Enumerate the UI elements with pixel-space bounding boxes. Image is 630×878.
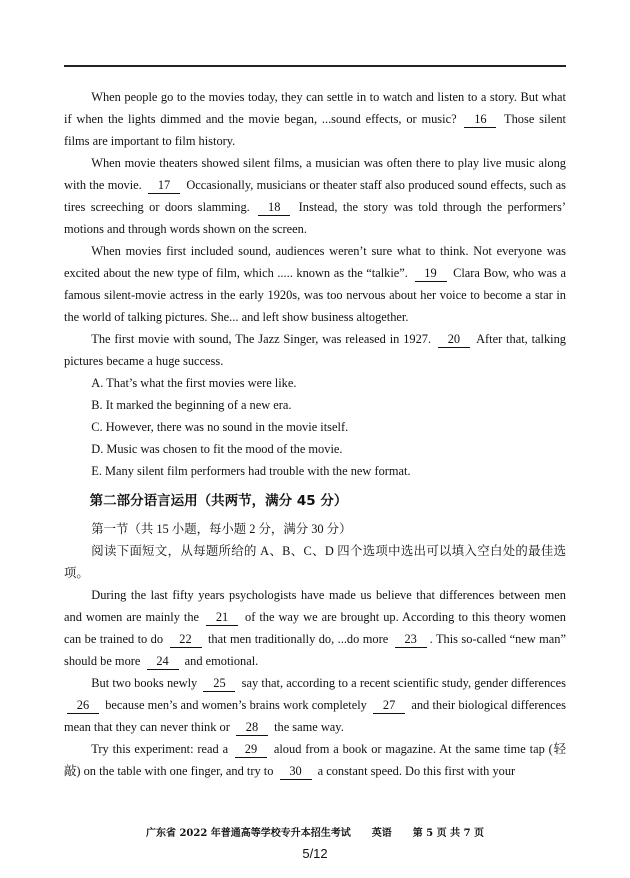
option-d: D. Music was chosen to fit the mood of the movie. [91, 442, 343, 456]
passage1-paragraph-2 [64, 152, 566, 240]
blank-17: 17 [148, 178, 180, 194]
blank-28: 28 [236, 720, 268, 736]
text: a constant speed. Do this first with your [317, 764, 516, 778]
option-e: E. Many silent film performers had trouble with the new format. [91, 464, 411, 478]
text: Instead, the story was told through the performers’ motions and through words shown on the screen. [64, 200, 566, 236]
top-rule [64, 65, 566, 67]
text: When movie theaters showed silent films, a musician was often there to play live music along with the movie. [64, 156, 566, 192]
text: But two books newly [91, 676, 198, 690]
text: and emotional. [184, 654, 259, 668]
blank-30: 30 [280, 764, 312, 780]
text: When people go to the movies today, they can settle in to watch and listen to a story. But what if when the lights dimmed and the movie began, ...sound effects, or music? [64, 90, 566, 126]
passage1-paragraph-4 [64, 328, 566, 372]
blank-29: 29 [235, 742, 267, 758]
text: Try this experiment: read a [91, 742, 229, 756]
text: During the last fifty years psychologists have made us believe that differences between men and women are mainly the [64, 588, 566, 624]
passage2-paragraph-3 [64, 738, 566, 782]
text: Clara Bow, who was a famous silent-movie actress in the early 1920s, was too nervous about her voice to become a star in the world of talking pictures. She... and left show business altogether. [64, 266, 567, 324]
option-a: A. That’s what the first movies were like. [91, 376, 297, 390]
text: Those silent films are important to film history. [64, 112, 566, 148]
blank-24: 24 [147, 654, 179, 670]
footer-subject: 英语 [371, 828, 392, 839]
text: aloud from a book or magazine. At the same time tap (轻敲) on the table with one finger, and try to [64, 742, 566, 778]
blank-21: 21 [206, 610, 238, 626]
blank-19: 19 [415, 266, 447, 282]
blank-25: 25 [203, 676, 235, 692]
instruction: 阅读下面短文，从每题所给的 A、B、C、D 四个选项中选出可以填入空白处的最佳选项。 [64, 544, 566, 580]
blank-26: 26 [67, 698, 99, 714]
footer-page: 第 5 页 共 7 页 [412, 828, 485, 839]
options-list [64, 372, 566, 482]
text: After that, talking pictures became a huge success. [64, 332, 566, 368]
footer-exam: 广东省 2022 年普通高等学校专升本招生考试 [145, 828, 351, 839]
passage1-paragraph-1 [64, 86, 566, 152]
page-number: 5/12 [302, 846, 328, 861]
text: and their biological differences mean that they can never think or [64, 698, 566, 734]
text: say that, according to a recent scientific study, gender differences [241, 676, 566, 690]
passage2-paragraph-2 [64, 672, 566, 738]
passage1-paragraph-3 [64, 240, 566, 328]
page-content [64, 86, 566, 782]
text: the same way. [274, 720, 344, 734]
blank-16: 16 [464, 112, 496, 128]
text: The first movie with sound, The Jazz Singer, was released in 1927. [91, 332, 432, 346]
text: because men’s and women’s brains work completely [105, 698, 367, 712]
text: When movies first included sound, audiences weren’t sure what to think. Not everyone was excited about the new type of film, which ..... known as the “talkie”. [64, 244, 566, 280]
text: . This so-called “new man” should be more [64, 632, 566, 668]
page-footer [64, 824, 566, 839]
text: of the way we are brought up. According to this theory women can be trained to do [64, 610, 566, 646]
blank-23: 23 [395, 632, 427, 648]
text: that men traditionally do, ...do more [207, 632, 389, 646]
blank-20: 20 [438, 332, 470, 348]
blank-22: 22 [170, 632, 202, 648]
part2-heading: 第二部分语言运用（共两节，满分 45 分） [89, 493, 348, 509]
section1-heading: 第一节（共 15 小题，每小题 2 分，满分 30 分） [91, 522, 352, 536]
option-c: C. However, there was no sound in the movie itself. [91, 420, 349, 434]
option-b: B. It marked the beginning of a new era. [91, 398, 292, 412]
passage2-paragraph-1 [64, 584, 566, 672]
blank-27: 27 [373, 698, 405, 714]
blank-18: 18 [258, 200, 290, 216]
text: Occasionally, musicians or theater staff also produced sound effects, such as tires screeching or doors slamming. [64, 178, 566, 214]
